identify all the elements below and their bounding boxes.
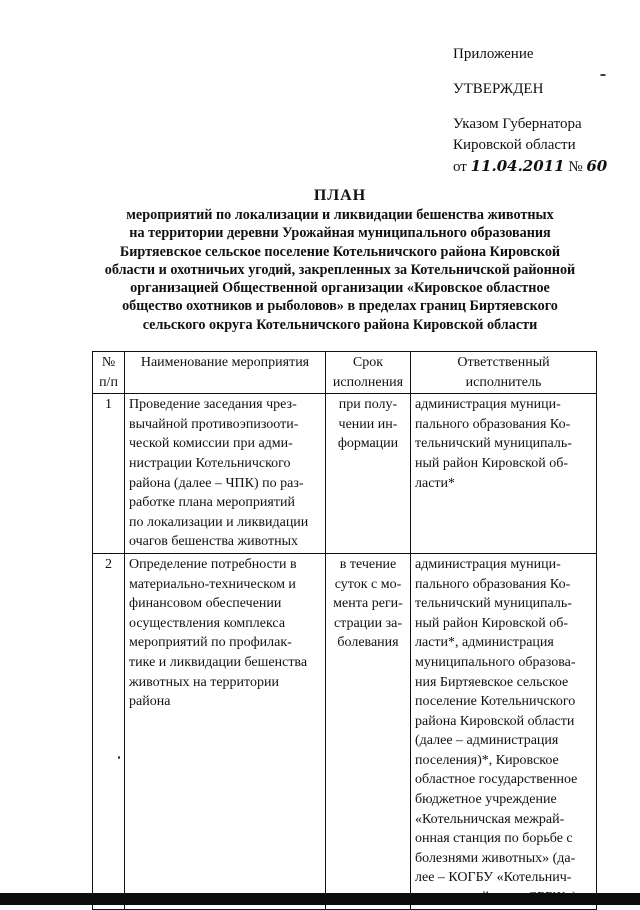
plan-subtitle-line: организацией Общественной организации «Кировское областное: [130, 280, 550, 297]
activity-name-cell: Проведение заседания чрез- вычайной противоэпизооти- ческой комиссии при адми- нистрации Котельничского района (далее – ЧПК) по раз- работке плана мероприятий по локализации и ликвидации очагов бешенства животных: [125, 394, 326, 554]
decree-line-1: Указом Губернатора: [453, 116, 582, 132]
plan-subtitle-line: области и охотничьих угодий, закрепленных за Котельничской районной: [104, 261, 576, 278]
header-number: № п/п: [93, 352, 125, 394]
responsible-cell: администрация муници- пального образования Ко- тельничский муниципаль- ный район Кировской об- ласти*: [411, 394, 597, 554]
table-row: [93, 553, 597, 909]
approval-block: [453, 44, 607, 178]
appendix-label: Приложение: [453, 46, 534, 62]
activity-name-cell: Определение потребности в материально-техническом и финансовом обеспечении осуществления комплекса мероприятий по профилак- тике и ликвидации бешенства животных на территории района: [125, 553, 326, 909]
table-row: [93, 394, 597, 554]
plan-heading: ПЛАН: [313, 187, 367, 204]
plan-subtitle-line: на территории деревни Урожайная муниципального образования: [129, 225, 551, 242]
header-activity-name: Наименование мероприятия: [125, 352, 326, 394]
plan-subtitle-line: мероприятий по локализации и ликвидации бешенства животных: [126, 207, 554, 223]
number-sign: №: [568, 159, 583, 175]
deadline-cell: в течение суток с мо- мента реги- страции за- болевания: [326, 553, 411, 909]
approved-label: УТВЕРЖДЕН: [453, 81, 544, 97]
decree-date-line: [453, 156, 607, 178]
scan-speck: [118, 756, 120, 759]
plan-subtitle-line: Биртяевское сельское поселение Котельничского района Кировской: [119, 243, 561, 260]
deadline-cell: при полу- чении ин- формации: [326, 394, 411, 554]
plan-subtitle-line: общество охотников и рыболовов» в пределах границ Биртяевского: [122, 298, 558, 315]
responsible-cell: администрация муници- пального образования Ко- тельничский муниципаль- ный район Кировской об- ласти*, администрация муниципального образова- ния Биртяевское сельское поселение Котельничского района Кировской области (далее – администрация поселения)*, Кировское областное государственное бюджетное учреждение «Котельничская межрай- онная станция по борьбе с болезнями животных» (да- лее – КОГБУ «Котельнич-: [411, 553, 597, 909]
row-number: 2: [93, 553, 125, 909]
header-responsible: Ответственный исполнитель: [411, 352, 597, 394]
plan-table: [92, 351, 597, 910]
header-deadline: Срок исполнения: [326, 352, 411, 394]
plan-subtitle-line: сельского округа Котельничского района Кировской области: [142, 316, 538, 333]
scan-edge-band: [0, 893, 640, 905]
handwritten-date: 11.04.2011: [470, 157, 565, 175]
decree-line-2: Кировской области: [453, 137, 576, 153]
scan-speck: [600, 74, 606, 76]
handwritten-number: 60: [586, 157, 608, 175]
plan-title-block: [100, 186, 580, 334]
table-header-row: [93, 352, 597, 394]
row-number: 1: [93, 394, 125, 554]
date-prefix: от: [453, 159, 467, 175]
